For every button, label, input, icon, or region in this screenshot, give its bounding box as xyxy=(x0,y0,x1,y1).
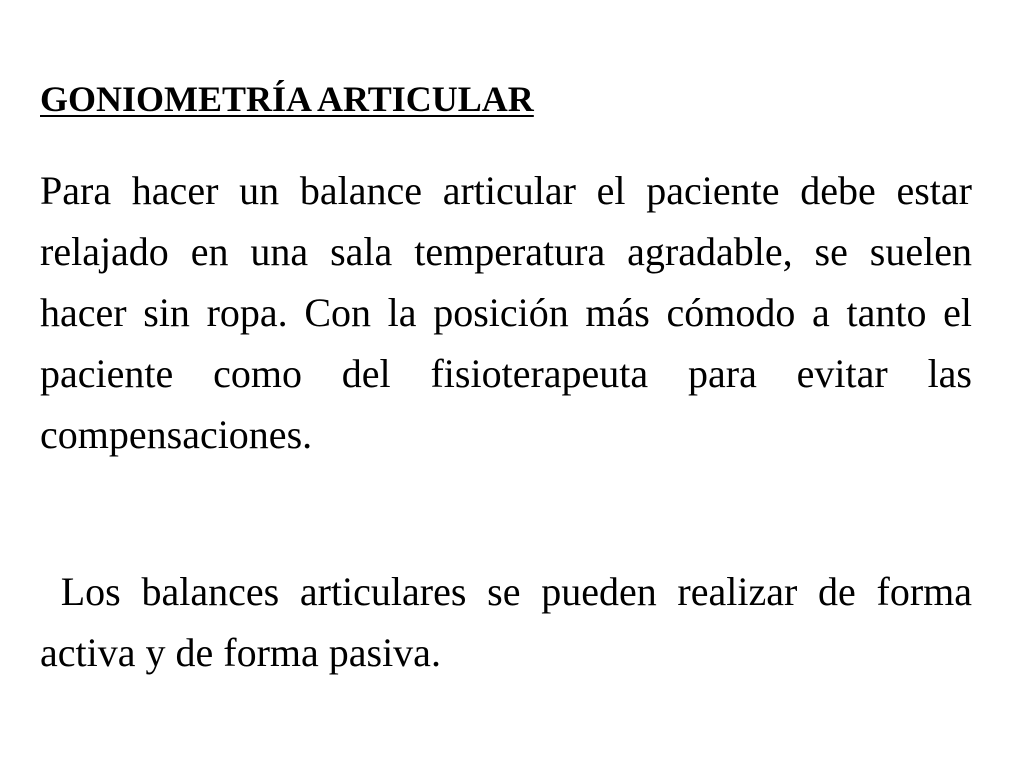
body-paragraph-2: Los balances articulares se pueden realizar de forma activa y de forma pasiva. xyxy=(40,569,983,675)
body-paragraph-1: Para hacer un balance articular el paciente debe estar relajado en una sala temperatura agradable, se suelen hacer sin ropa. Con la posición más cómodo a tanto el paciente como del fisioterapeuta para evitar las compensaciones. xyxy=(40,168,982,457)
slide-title: GONIOMETRÍA ARTICULAR xyxy=(40,79,534,119)
